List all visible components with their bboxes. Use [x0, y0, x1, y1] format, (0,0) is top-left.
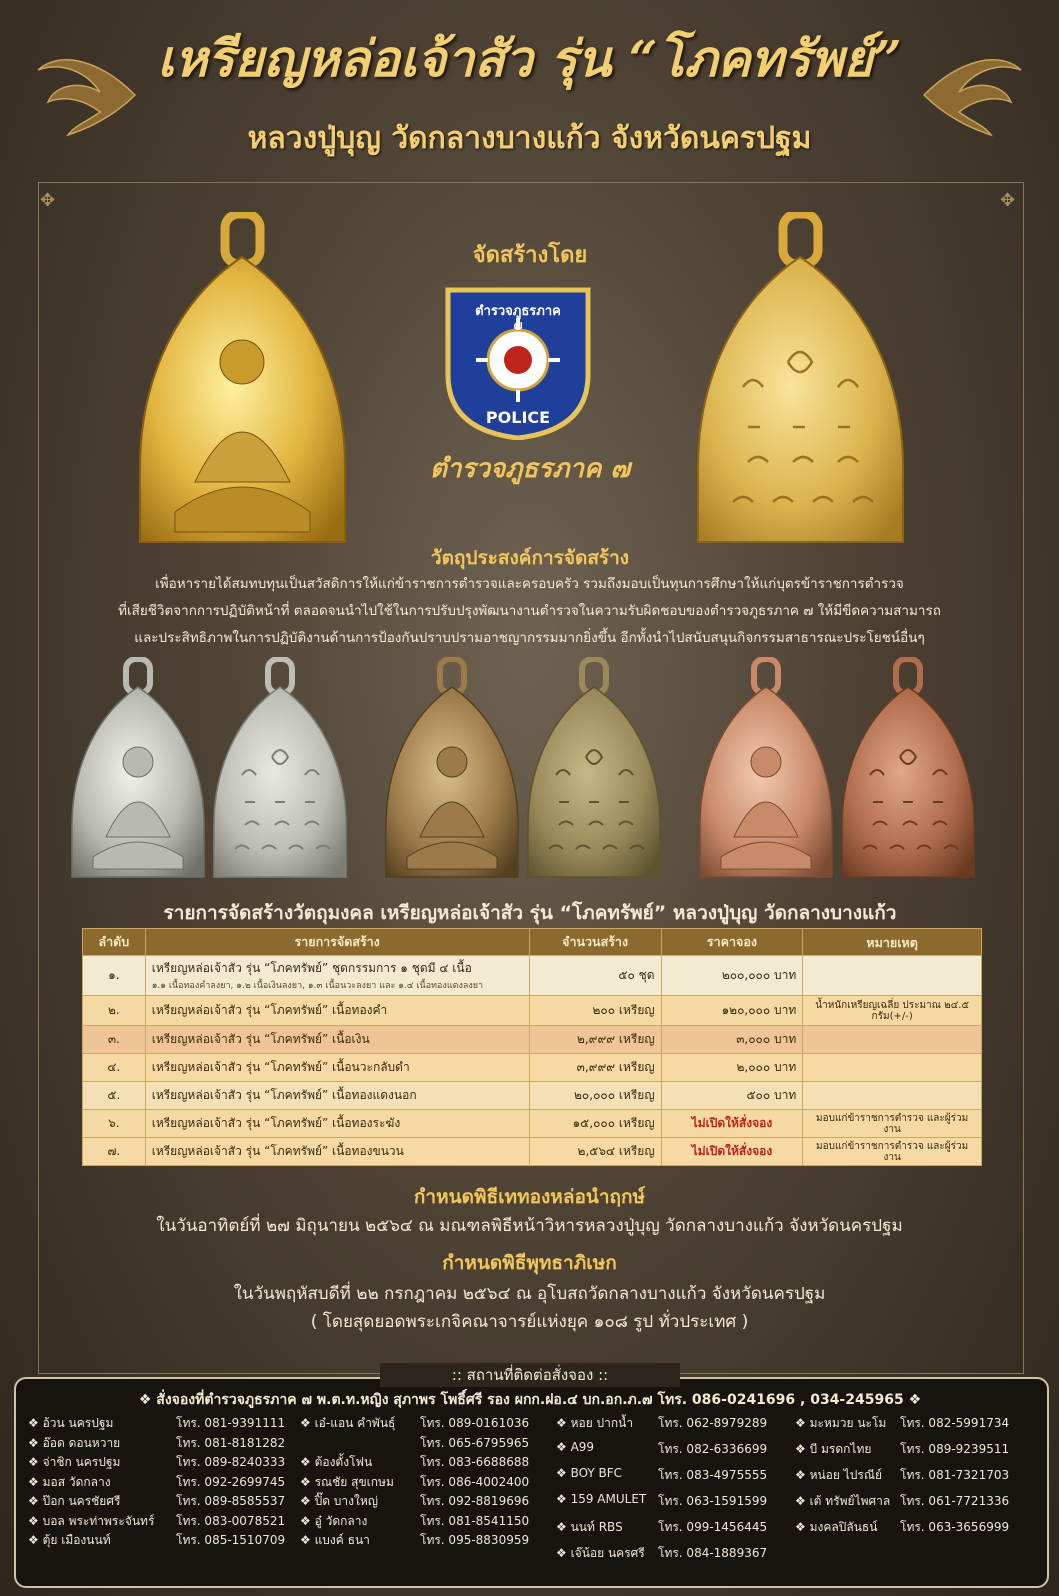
contact-main: ❖ สั่งจองที่ตำรวจภูธรภาค ๗ พ.ต.ท.หญิง สุภาพร โพธิ์ศรี รอง ผกก.ฝอ.๔ บก.อก.ภ.๗ โทร. 086-0241696 , 034-245965 ❖: [138, 1392, 922, 1408]
contact-name: ❖ นนท์ RBS: [556, 1520, 623, 1534]
medal-front-nawa: [382, 657, 522, 882]
contact-phone: โทร. 081-8181282: [176, 1435, 286, 1450]
ceremony2-text: ในวันพฤหัสบดีที่ ๒๒ กรกฎาคม ๒๕๖๔ ณ อุโบสถวัดกลางบางแก้ว จังหวัดนครปฐม: [233, 1284, 826, 1304]
row-item: [145, 956, 529, 996]
contact-phone: โทร. 081-8541150: [420, 1513, 530, 1528]
contact-name: ❖ ป๊อก นครชัยศรี: [28, 1494, 121, 1508]
badge-police-text: POLICE: [485, 408, 551, 427]
badge-number: ๗: [513, 318, 523, 332]
row-qty: ๒,๙๙๙ เหรียญ: [529, 1026, 661, 1054]
row-note: [803, 1082, 982, 1110]
table-row: [83, 1082, 982, 1110]
table-header-row: [83, 929, 982, 956]
row-item-name: เหรียญหล่อเจ้าสัว รุ่น “โภคทรัพย์” เนื้อทองคำ: [145, 996, 529, 1026]
contact-name: ❖ ต้องตั้งโฟน: [300, 1455, 373, 1469]
contact-name: ❖ มอส วัดกลาง: [28, 1474, 111, 1489]
row-price: ไม่เปิดให้สั่งจอง: [661, 1138, 803, 1166]
medal-back-nawa: [524, 657, 664, 882]
contact-name: ❖ อ๊อด ดอนหวาย: [28, 1435, 121, 1450]
contact-name: ❖ หน่อย ไปรณีย์: [795, 1468, 882, 1482]
row-no: ๕.: [83, 1082, 146, 1110]
contact-phone: โทร. 092-8819696: [420, 1494, 530, 1508]
contact-phone: โทร. 089-8585537: [176, 1494, 286, 1508]
row-qty: ๓,๙๙๙ เหรียญ: [529, 1054, 661, 1082]
contact-phone: โทร. 092-2699745: [176, 1474, 286, 1489]
table-row: [83, 1054, 982, 1082]
contact-name: ❖ 159 AMULET: [556, 1492, 647, 1506]
header-qty: จำนวนสร้าง: [529, 929, 661, 956]
row-price: ไม่เปิดให้สั่งจอง: [661, 1110, 803, 1138]
contact-name: ❖ เอ๋-แอน คำพันธุ์: [300, 1416, 396, 1430]
contact-name: ❖ มงคลปิลันธน์: [795, 1520, 878, 1534]
row-item-name: เหรียญหล่อเจ้าสัว รุ่น “โภคทรัพย์” เนื้อทองแดงนอก: [145, 1082, 529, 1110]
ceremony2-title: กำหนดพิธีพุทธาภิเษก: [442, 1252, 617, 1274]
items-table: [82, 928, 982, 1166]
contact-phone: โทร. 082-5991734: [900, 1416, 1010, 1430]
ceremony1-text: ในวันอาทิตย์ที่ ๒๗ มิถุนายน ๒๕๖๔ ณ มณฑลพิธีหน้าวิหารหลวงปู่บุญ วัดกลางบางแก้ว จังหวัดนครปฐม: [156, 1216, 903, 1236]
row-note: [803, 956, 982, 996]
ceremony1-title: กำหนดพิธีเททองหล่อนำฤกษ์: [413, 1186, 646, 1208]
row-item-sub: ๑.๑ เนื้อทองคำลงยา, ๑.๒ เนื้อเงินลงยา, ๑.๓ เนื้อนวะลงยา และ ๑.๔ เนื้อทองแดงลงยา: [151, 981, 484, 991]
row-no: ๑.: [83, 956, 146, 996]
contact-phone: โทร. 062-8979289: [658, 1416, 768, 1430]
header-note: หมายเหตุ: [803, 929, 982, 956]
contact-name: ❖ A99: [556, 1440, 595, 1454]
medal-back-silver: [210, 657, 350, 882]
contact-name: ❖ รณชัย สุขเกษม: [300, 1474, 394, 1489]
contact-phone: โทร. 083-0078521: [176, 1513, 286, 1528]
row-qty: ๒,๕๖๔ เหรียญ: [529, 1138, 661, 1166]
row-price: ๓,๐๐๐ บาท: [661, 1026, 803, 1054]
table-row: [83, 1110, 982, 1138]
row-price: ๒,๐๐๐ บาท: [661, 1054, 803, 1082]
police-badge: [438, 280, 598, 440]
contact-name: ❖ อู๋ วัดกลาง: [300, 1513, 368, 1528]
contact-phone: โทร. 089-8240333: [176, 1455, 286, 1469]
contact-name: ❖ ตุ้ย เมืองนนท์: [28, 1533, 111, 1547]
contact-heading: :: สถานที่ติดต่อสั่งจอง ::: [380, 1363, 680, 1387]
contact-name: ❖ มะหมวย นะโม: [795, 1416, 887, 1430]
contact-phone: โทร. 084-1889367: [658, 1546, 768, 1560]
row-price: ๒๐๐,๐๐๐ บาท: [661, 956, 803, 996]
contact-name: ❖ ปิ๊ด บางใหญ่: [300, 1494, 379, 1508]
contact-phone: โทร. 063-1591599: [658, 1494, 768, 1508]
medal-front-copper: [696, 657, 836, 882]
row-note: [803, 1026, 982, 1054]
table-title: รายการจัดสร้างวัตถุมงคล เหรียญหล่อเจ้าสัว รุ่น “โภคทรัพย์” หลวงปู่บุญ วัดกลางบางแก้ว: [163, 902, 897, 924]
row-item-name: เหรียญหล่อเจ้าสัว รุ่น “โภคทรัพย์” เนื้อทองระฆัง: [145, 1110, 529, 1138]
contact-phone: โทร. 086-4002400: [420, 1474, 530, 1489]
header-item: รายการจัดสร้าง: [145, 929, 529, 956]
badge-top-text: ตำรวจภูธรภาค: [475, 304, 561, 319]
contact-phone: โทร. 083-6688688: [420, 1455, 530, 1469]
contact-phone: โทร. 065-6795965: [420, 1435, 530, 1450]
ceremony2-note: ( โดยสุดยอดพระเกจิคณาจารย์แห่งยุค ๑๐๘ รูป ทั่วประเทศ ): [310, 1312, 749, 1332]
contact-name: ❖ จ่าชิก นครปฐม: [28, 1455, 121, 1469]
contact-name: ❖ เจ๊น้อย นครศรี: [556, 1546, 645, 1560]
contact-phone: โทร. 089-0161036: [420, 1416, 530, 1430]
contact-name: ❖ หอย ปากน้ำ: [556, 1416, 634, 1430]
contact-name: ❖ BOY BFC: [556, 1466, 623, 1480]
contact-name: ❖ บอล พระท่าพระจันทร์: [28, 1513, 155, 1528]
row-no: ๖.: [83, 1110, 146, 1138]
page-subtitle: หลวงปู่บุญ วัดกลางบางแก้ว จังหวัดนครปฐม: [247, 121, 812, 156]
contact-phone: โทร. 095-8830959: [420, 1533, 530, 1547]
contact-phone: โทร. 082-6336699: [658, 1442, 768, 1456]
purpose-line: เพื่อหารายได้สมทบทุนเป็นสวัสดิการให้แก่ข้าราชการตำรวจและครอบครัว รวมถึงมอบเป็นทุนการศึกษาให้แก่บุตรข้าราชการตำรวจ: [155, 576, 904, 592]
table-row: [83, 996, 982, 1026]
row-item-name: เหรียญหล่อเจ้าสัว รุ่น “โภคทรัพย์” เนื้อนวะกลับดำ: [145, 1054, 529, 1082]
purpose-title: วัตถุประสงค์การจัดสร้าง: [430, 547, 630, 569]
row-no: ๗.: [83, 1138, 146, 1166]
header-price: ราคาจอง: [661, 929, 803, 956]
row-note: [803, 1054, 982, 1082]
medal-front-gold-large: [135, 212, 350, 552]
row-no: ๒.: [83, 996, 146, 1026]
contact-phone: โทร. 089-9239511: [900, 1442, 1010, 1456]
corner-ornament-icon: ✥: [40, 190, 56, 211]
corner-ornament-icon: ✥: [1000, 190, 1016, 211]
row-item-name: เหรียญหล่อเจ้าสัว รุ่น “โภคทรัพย์” ชุดกรรมการ ๑ ชุดมี ๔ เนื้อ: [151, 961, 472, 975]
medal-back-copper: [838, 657, 978, 882]
table-row: [83, 1026, 982, 1054]
row-no: ๔.: [83, 1054, 146, 1082]
medal-back-gold-large: [693, 212, 908, 552]
table-row: [83, 1138, 982, 1166]
row-item-name: เหรียญหล่อเจ้าสัว รุ่น “โภคทรัพย์” เนื้อเงิน: [145, 1026, 529, 1054]
contact-phone: โทร. 081-7321703: [900, 1468, 1010, 1482]
row-note: มอบแก่ข้าราชการตำรวจ และผู้ร่วมงาน: [803, 1138, 982, 1166]
row-qty: ๕๐ ชุด: [529, 956, 661, 996]
row-note: มอบแก่ข้าราชการตำรวจ และผู้ร่วมงาน: [803, 1110, 982, 1138]
contact-phone: โทร. 061-7721336: [900, 1494, 1010, 1508]
header-no: ลำดับ: [83, 929, 146, 956]
contact-name: ❖ เต้ ทรัพย์ไพศาล: [795, 1494, 891, 1508]
row-note: น้ำหนักเหรียญเฉลี่ย ประมาณ ๒๔.๕ กรัม(+/-): [803, 996, 982, 1026]
contact-phone: โทร. 085-1510709: [176, 1533, 286, 1547]
table-row: [83, 956, 982, 996]
page-title: เหรียญหล่อเจ้าสัว รุ่น “โภคทรัพย์”: [157, 29, 902, 88]
contact-name: ❖ แบงค์ ธนา: [300, 1533, 370, 1547]
row-qty: ๒๐๐ เหรียญ: [529, 996, 661, 1026]
contact-phone: โทร. 063-3656999: [900, 1520, 1010, 1534]
row-price: ๕๐๐ บาท: [661, 1082, 803, 1110]
contact-name: ❖ อ้วน นครปฐม: [28, 1416, 114, 1430]
contact-phone: โทร. 083-4975555: [658, 1468, 768, 1482]
contact-phone: โทร. 081-9391111: [176, 1416, 286, 1430]
contact-name: ❖ บี มรดกไทย: [795, 1442, 872, 1456]
maker-name: ตำรวจภูธรภาค ๗: [430, 454, 630, 484]
purpose-line: ที่เสียชีวิตจากการปฏิบัติหน้าที่ ตลอดจนนำไปใช้ในการปรับปรุงพัฒนางานตำรวจในความรับผิดชอบของตำรวจภูธรภาค ๗ ให้มีขีดความสามารถ: [118, 603, 941, 619]
row-qty: ๑๕,๐๐๐ เหรียญ: [529, 1110, 661, 1138]
contact-phone: โทร. 099-1456445: [658, 1520, 768, 1534]
row-price: ๑๒๐,๐๐๐ บาท: [661, 996, 803, 1026]
row-item-name: เหรียญหล่อเจ้าสัว รุ่น “โภคทรัพย์” เนื้อทองขนวน: [145, 1138, 529, 1166]
maker-label: จัดสร้างโดย: [472, 243, 588, 268]
purpose-line: และประสิทธิภาพในการปฏิบัติงานด้านการป้องกันปราบปรามอาชญากรรมมากยิ่งขึ้น อีกทั้งนำไปสนับสนุนกิจกรรมสาธารณะประโยชน์อื่นๆ: [134, 630, 925, 646]
medal-front-silver: [68, 657, 208, 882]
row-no: ๓.: [83, 1026, 146, 1054]
row-qty: ๒๐,๐๐๐ เหรียญ: [529, 1082, 661, 1110]
